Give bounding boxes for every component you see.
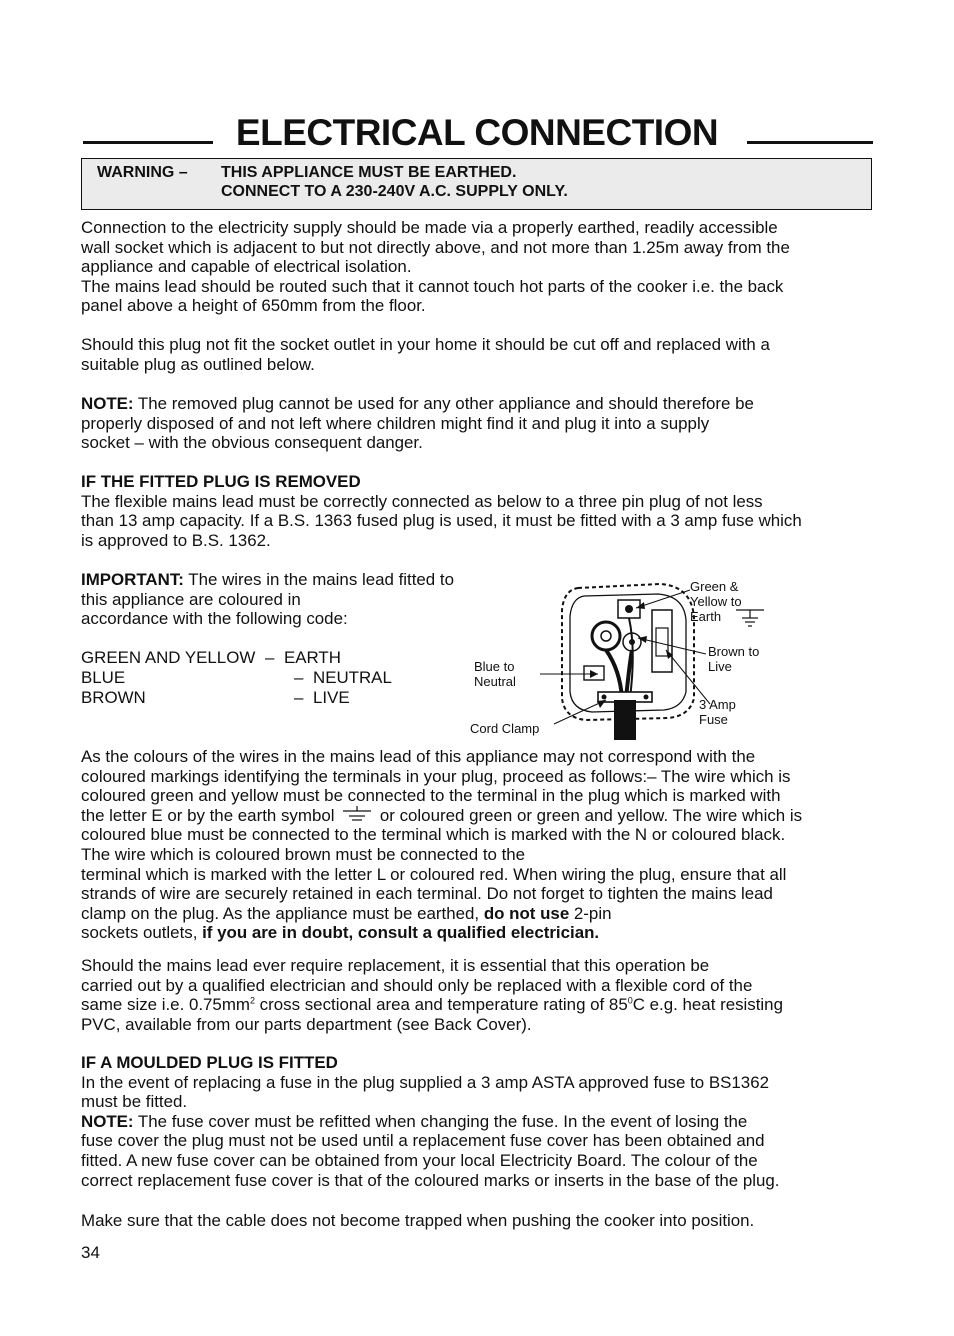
replacement-line: carried out by a qualified electrician and should only be replaced with a flexible cord of the	[81, 975, 753, 995]
intro-line: wall socket which is adjacent to but not directly above, and not more than 1.25m away from the	[81, 237, 790, 257]
label-fuse	[699, 697, 736, 727]
wiring-bold: do not use	[483, 903, 570, 923]
warning-line-1: THIS APPLIANCE MUST BE EARTHED.	[221, 164, 517, 181]
note-paragraph	[81, 394, 754, 453]
replacement-line: PVC, available from our parts department (see Back Cover).	[81, 1014, 532, 1034]
replacement-paragraph	[81, 956, 783, 1034]
intro-line: appliance and capable of electrical isolation.	[81, 257, 412, 277]
label-line: Green &	[690, 579, 739, 594]
replacement-line: Should the mains lead ever require replacement, it is essential that this operation be	[81, 956, 710, 975]
label-line: Live	[708, 659, 732, 674]
moulded-line: The fuse cover must be refitted when changing the fuse. In the event of losing the	[133, 1111, 748, 1131]
wiring-line: 2-pin	[569, 903, 612, 923]
warning-line-2: CONNECT TO A 230-240V A.C. SUPPLY ONLY.	[221, 183, 568, 200]
intro-line: panel above a height of 650mm from the floor.	[81, 296, 426, 316]
note-text: The removed plug cannot be used for any other appliance and should therefore be	[133, 394, 754, 413]
label-line: Neutral	[474, 674, 516, 689]
moulded-line: In the event of replacing a fuse in the plug supplied a 3 amp ASTA approved fuse to BS1362	[81, 1072, 769, 1092]
page-number: 34	[81, 1243, 100, 1262]
moulded-line: correct replacement fuse cover is that of the coloured marks or inserts in the base of the plug.	[81, 1170, 780, 1190]
fitted-plug-removed-section	[81, 472, 802, 550]
note-label: NOTE:	[81, 1111, 134, 1131]
plug-fit-line: Should this plug not fit the socket outlet in your home it should be cut off and replaced with a	[81, 335, 770, 354]
label-blue-neutral	[474, 659, 516, 689]
wiring-line: sockets outlets,	[81, 923, 203, 943]
colour-name: BROWN	[81, 688, 146, 707]
intro-paragraph	[81, 218, 790, 316]
colour-code-row	[81, 648, 341, 668]
label-line: Earth	[690, 609, 722, 624]
wiring-line: the letter E or by the earth symbol	[81, 805, 340, 825]
section-line: The flexible mains lead must be correctly connected as below to a three pin plug of not less	[81, 491, 763, 511]
note-line: properly disposed of and not left where children might find it and plug it into a supply	[81, 413, 710, 433]
label-line: Yellow to	[690, 594, 742, 609]
intro-line: Connection to the electricity supply should be made via a properly earthed, readily accessible	[81, 218, 778, 237]
colour-code-row	[81, 688, 350, 708]
wiring-line: As the colours of the wires in the mains lead of this appliance may not correspond with the	[81, 747, 756, 766]
warning-box	[81, 158, 872, 210]
colour-name: BLUE	[81, 668, 126, 687]
page-title: ELECTRICAL CONNECTION	[235, 112, 719, 153]
wiring-line: The wire which is coloured brown must be connected to the	[81, 844, 526, 864]
wiring-bold: if you are in doubt, consult a qualified electrician.	[202, 923, 600, 943]
label-line: 3 Amp	[699, 697, 736, 712]
important-text: The wires in the mains lead fitted to	[183, 570, 454, 589]
wiring-line: coloured markings identifying the terminals in your plug, proceed as follows:– The wire which is	[81, 766, 791, 786]
warning-label: WARNING –	[97, 164, 188, 181]
wiring-line: or coloured green or green and yellow. The wire which is	[375, 805, 803, 825]
colour-meaning: NEUTRAL	[313, 668, 392, 687]
colour-code-row	[81, 668, 392, 688]
note-label: NOTE:	[81, 394, 134, 413]
superscript: 0	[627, 995, 633, 1006]
final-paragraph: Make sure that the cable does not become trapped when pushing the cooker into position.	[81, 1211, 755, 1230]
colour-sep: –	[294, 688, 304, 707]
superscript: 2	[249, 995, 255, 1006]
wiring-line: terminal which is marked with the letter L or coloured red. When wiring the plug, ensure that all	[81, 864, 787, 884]
moulded-line: fuse cover the plug must not be used until a replacement fuse cover has been obtained and	[81, 1131, 765, 1151]
plug-fit-paragraph	[81, 335, 770, 374]
note-line: socket – with the obvious consequent danger.	[81, 433, 423, 453]
label-cord-clamp: Cord Clamp	[470, 721, 540, 736]
moulded-line: must be fitted.	[81, 1092, 188, 1112]
replacement-line: cross sectional area and temperature rating of 85	[254, 995, 628, 1015]
colour-sep: –	[265, 648, 275, 667]
important-paragraph	[81, 570, 454, 629]
colour-meaning: EARTH	[284, 648, 341, 667]
plug-fit-line: suitable plug as outlined below.	[81, 354, 315, 374]
intro-line: The mains lead should be routed such that it cannot touch hot parts of the cooker i.e. the back	[81, 276, 784, 296]
label-line: Blue to	[474, 659, 515, 674]
moulded-plug-section	[81, 1053, 780, 1190]
important-line: accordance with the following code:	[81, 609, 348, 629]
replacement-line: same size i.e. 0.75mm	[81, 995, 250, 1015]
colour-name: GREEN AND YELLOW	[81, 648, 256, 667]
moulded-line: fitted. A new fuse cover can be obtained from your local Electricity Board. The colour of the	[81, 1150, 758, 1170]
important-label: IMPORTANT:	[81, 570, 184, 589]
section-heading: IF A MOULDED PLUG IS FITTED	[81, 1053, 338, 1072]
section-heading: IF THE FITTED PLUG IS REMOVED	[81, 472, 361, 491]
label-brown-live	[708, 644, 759, 674]
wiring-paragraph	[81, 747, 802, 943]
section-line: is approved to B.S. 1362.	[81, 530, 271, 550]
wiring-line: clamp on the plug. As the appliance must be earthed,	[81, 903, 484, 923]
section-line: than 13 amp capacity. If a B.S. 1363 fused plug is used, it must be fitted with a 3 amp fuse which	[81, 511, 802, 531]
wiring-line: coloured green and yellow must be connected to the terminal in the plug which is marked with	[81, 786, 781, 806]
wiring-line: strands of wire are securely retained in each terminal. Do not forget to tighten the mains lead	[81, 884, 773, 904]
wiring-line: coloured blue must be connected to the terminal which is marked with the N or coloured black.	[81, 825, 786, 845]
important-line: this appliance are coloured in	[81, 589, 301, 609]
label-line: Brown to	[708, 644, 760, 659]
colour-sep: –	[294, 668, 304, 687]
label-green-yellow	[690, 579, 742, 624]
colour-meaning: LIVE	[313, 688, 350, 707]
label-line: Fuse	[699, 712, 728, 727]
earth-symbol-icon	[339, 806, 375, 824]
replacement-line: C e.g. heat resisting	[632, 995, 783, 1015]
